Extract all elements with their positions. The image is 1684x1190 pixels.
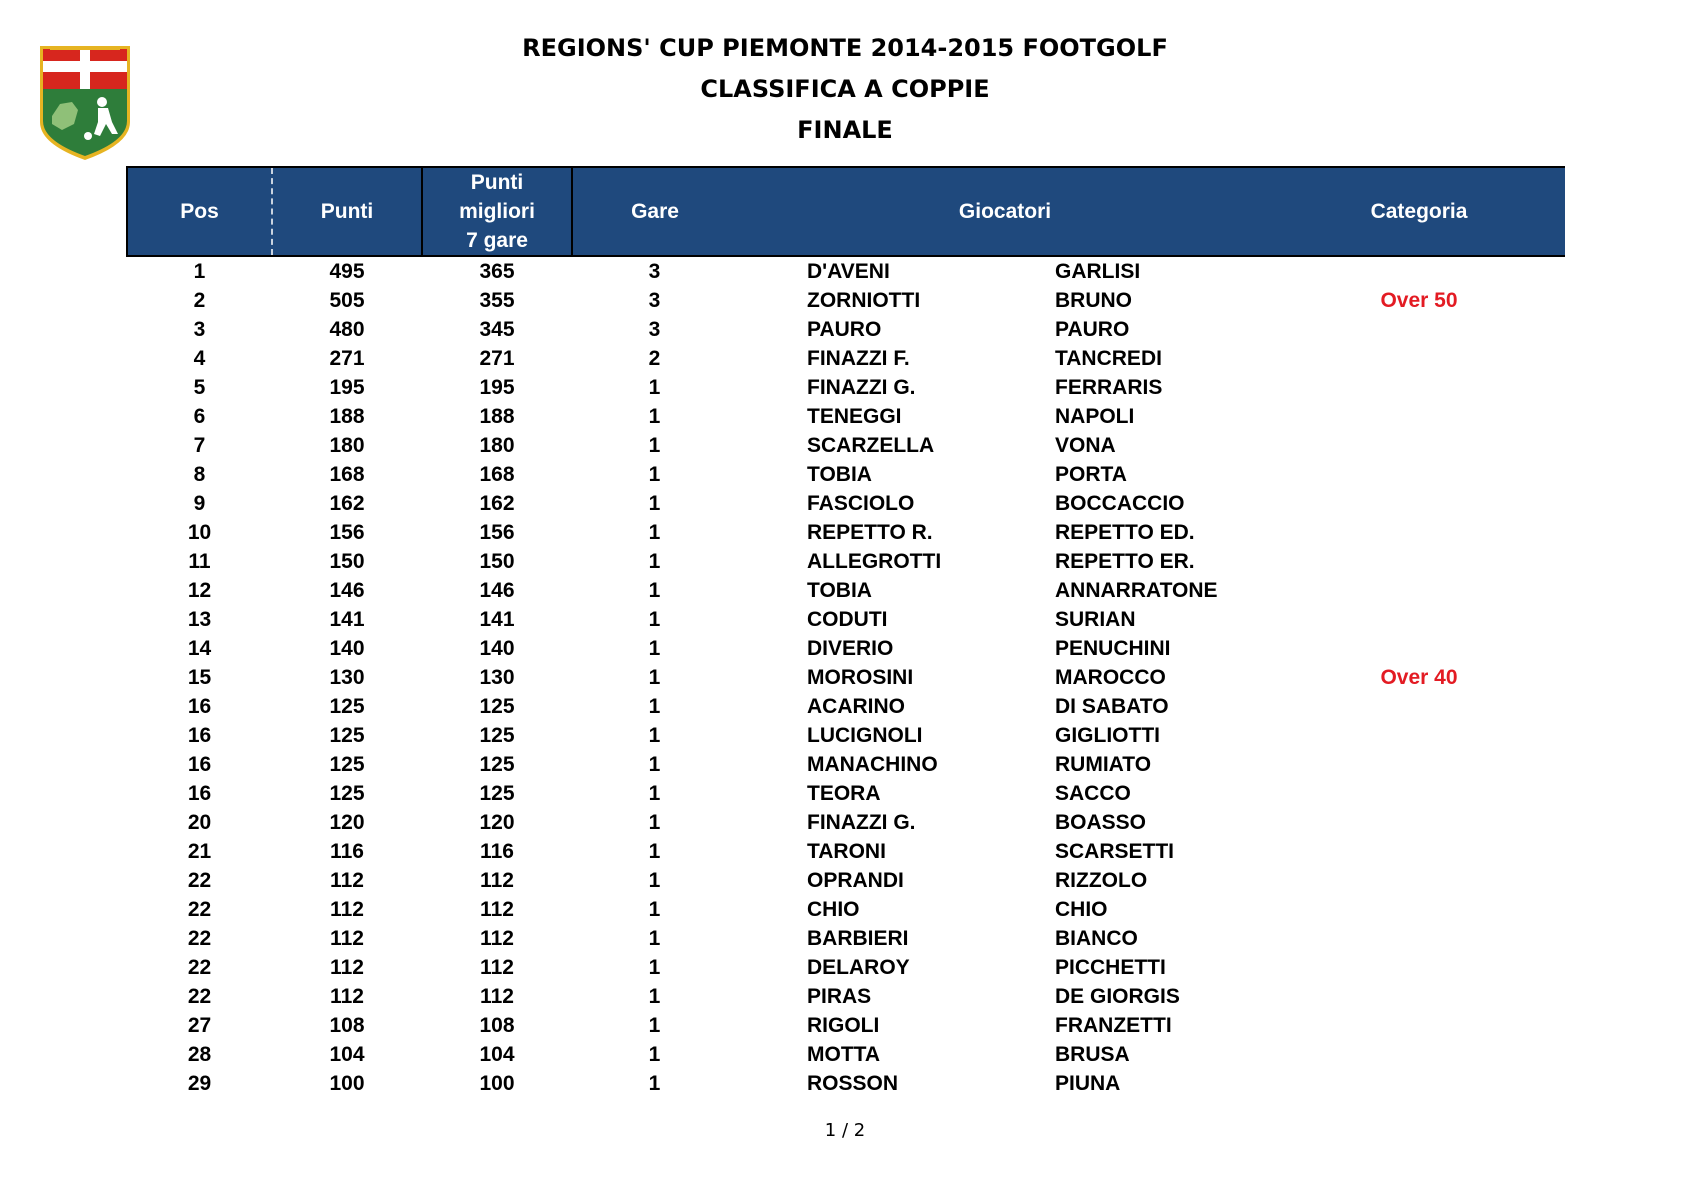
- cell-pos: 21: [187, 840, 212, 863]
- cell-gare: 1: [648, 521, 661, 544]
- cell-player-2: PAURO: [1055, 318, 1130, 341]
- cell-player-1: MOTTA: [807, 1043, 881, 1066]
- cell-gare: 1: [648, 405, 661, 428]
- table-row: [127, 1011, 1565, 1040]
- cell-punti: 505: [329, 289, 365, 312]
- table-row: [127, 373, 1565, 402]
- cell-categoria: [1273, 1011, 1565, 1040]
- cell-categoria: [1273, 1040, 1565, 1069]
- cell-pos: 22: [187, 927, 212, 950]
- cell-punti: 112: [330, 927, 364, 950]
- cell-categoria: [1273, 576, 1565, 605]
- standings-table: [126, 166, 1565, 1098]
- cell-player-1: OPRANDI: [807, 869, 904, 892]
- cell-player-2: RUMIATO: [1055, 753, 1152, 776]
- cell-punti-migliori: 146: [479, 579, 515, 602]
- cell-player-2: REPETTO ER.: [1055, 550, 1195, 573]
- cell-player-2: CHIO: [1055, 898, 1108, 921]
- table-row: [127, 344, 1565, 373]
- cell-punti-migliori: 180: [479, 434, 515, 457]
- cell-punti: 112: [330, 869, 364, 892]
- cell-categoria: [1273, 402, 1565, 431]
- cell-gare: 1: [648, 898, 661, 921]
- table-header-row: [127, 167, 1565, 256]
- cell-punti-migliori: 112: [480, 985, 514, 1008]
- cell-player-1: CHIO: [807, 898, 860, 921]
- table-row: [127, 605, 1565, 634]
- cell-player-1: RIGOLI: [807, 1014, 880, 1037]
- cell-categoria: [1273, 982, 1565, 1011]
- cell-player-1: MANACHINO: [807, 753, 938, 776]
- cell-pos: 15: [187, 666, 212, 689]
- table-row: [127, 286, 1565, 315]
- cell-player-2: RIZZOLO: [1055, 869, 1148, 892]
- cell-categoria: [1273, 750, 1565, 779]
- cell-player-1: REPETTO R.: [807, 521, 933, 544]
- cell-pos: 27: [187, 1014, 212, 1037]
- cell-pos: 14: [187, 637, 212, 660]
- cell-player-1: MOROSINI: [807, 666, 914, 689]
- cell-pos: 16: [187, 695, 212, 718]
- cell-punti-migliori: 271: [479, 347, 515, 370]
- cell-player-2: NAPOLI: [1055, 405, 1135, 428]
- cell-punti: 146: [329, 579, 365, 602]
- cell-pos: 8: [193, 463, 206, 486]
- cell-gare: 1: [648, 811, 661, 834]
- cell-categoria: [1273, 837, 1565, 866]
- col-header-punti: Punti: [272, 167, 422, 256]
- cell-punti-migliori: 188: [479, 405, 515, 428]
- table-row: [127, 721, 1565, 750]
- cell-categoria: [1273, 489, 1565, 518]
- cell-pos: 5: [193, 376, 206, 399]
- cell-pos: 9: [193, 492, 206, 515]
- cell-punti: 271: [329, 347, 365, 370]
- cell-gare: 3: [648, 289, 661, 312]
- cell-player-2: SACCO: [1055, 782, 1131, 805]
- cell-pos: 16: [187, 782, 212, 805]
- cell-categoria: [1273, 808, 1565, 837]
- table-row: [127, 460, 1565, 489]
- col-header-pos: Pos: [127, 167, 272, 256]
- table-row: [127, 1040, 1565, 1069]
- cell-categoria: [1273, 779, 1565, 808]
- cell-player-2: BIANCO: [1055, 927, 1138, 950]
- cell-player-1: ROSSON: [807, 1072, 899, 1095]
- table-row: [127, 924, 1565, 953]
- table-row: [127, 518, 1565, 547]
- cell-player-2: PIUNA: [1055, 1072, 1121, 1095]
- cell-pos: 13: [187, 608, 212, 631]
- cell-player-2: BRUNO: [1055, 289, 1132, 312]
- cell-punti-migliori: 125: [479, 695, 515, 718]
- cell-gare: 3: [648, 260, 661, 283]
- cell-player-1: TEORA: [807, 782, 881, 805]
- cell-player-2: GARLISI: [1055, 260, 1141, 283]
- table-row: [127, 576, 1565, 605]
- cell-player-2: VONA: [1055, 434, 1116, 457]
- cell-gare: 1: [648, 637, 661, 660]
- cell-pos: 16: [187, 724, 212, 747]
- cell-gare: 1: [648, 695, 661, 718]
- cell-gare: 1: [648, 608, 661, 631]
- cell-player-1: TOBIA: [807, 579, 872, 602]
- table-row: [127, 489, 1565, 518]
- cell-player-1: CODUTI: [807, 608, 888, 631]
- cell-categoria: [1273, 256, 1565, 286]
- col-header-gare: Gare: [572, 167, 737, 256]
- cell-gare: 2: [648, 347, 661, 370]
- cell-player-1: TARONI: [807, 840, 886, 863]
- cell-pos: 29: [187, 1072, 212, 1095]
- cell-player-2: TANCREDI: [1055, 347, 1162, 370]
- cell-gare: 1: [648, 579, 661, 602]
- cell-punti: 112: [330, 956, 364, 979]
- table-row: [127, 1069, 1565, 1098]
- cell-punti-migliori: 168: [479, 463, 515, 486]
- cell-categoria: [1273, 1069, 1565, 1098]
- cell-player-1: SCARZELLA: [807, 434, 935, 457]
- cell-punti: 100: [329, 1072, 365, 1095]
- cell-punti: 120: [329, 811, 365, 834]
- cell-categoria: [1273, 518, 1565, 547]
- cell-pos: 22: [187, 869, 212, 892]
- cell-punti-migliori: 195: [479, 376, 515, 399]
- cell-pos: 11: [188, 550, 211, 573]
- cell-punti-migliori: 141: [479, 608, 515, 631]
- cell-gare: 1: [648, 840, 661, 863]
- cell-punti-migliori: 104: [479, 1043, 515, 1066]
- cell-player-1: PAURO: [807, 318, 882, 341]
- cell-gare: 1: [648, 1043, 661, 1066]
- cell-player-2: PENUCHINI: [1055, 637, 1171, 660]
- cell-punti: 141: [329, 608, 365, 631]
- title-line-3: FINALE: [797, 116, 893, 144]
- cell-punti: 104: [329, 1043, 365, 1066]
- cell-gare: 1: [648, 1014, 661, 1037]
- col-header-migliori-line-3: 7 gare: [466, 229, 528, 252]
- cell-categoria: [1273, 344, 1565, 373]
- cell-gare: 1: [648, 666, 661, 689]
- cell-player-2: REPETTO ED.: [1055, 521, 1195, 544]
- cell-punti-migliori: 125: [479, 782, 515, 805]
- cell-punti-migliori: 355: [479, 289, 515, 312]
- cell-categoria: [1273, 315, 1565, 344]
- cell-punti-migliori: 125: [479, 724, 515, 747]
- cell-player-2: SCARSETTI: [1055, 840, 1175, 863]
- cell-player-2: BRUSA: [1055, 1043, 1130, 1066]
- cell-player-2: GIGLIOTTI: [1055, 724, 1160, 747]
- cell-gare: 1: [648, 550, 661, 573]
- cell-punti-migliori: 345: [479, 318, 515, 341]
- cell-player-1: DELAROY: [807, 956, 910, 979]
- cell-player-2: FRANZETTI: [1055, 1014, 1172, 1037]
- cell-categoria: [1273, 547, 1565, 576]
- cell-gare: 1: [648, 434, 661, 457]
- cell-pos: 22: [187, 985, 212, 1008]
- cell-punti-migliori: 112: [480, 956, 514, 979]
- cell-punti-migliori: 112: [480, 898, 514, 921]
- cell-gare: 1: [648, 724, 661, 747]
- col-header-migliori-line-1: Punti: [470, 171, 524, 194]
- cell-categoria: [1273, 373, 1565, 402]
- cell-gare: 1: [648, 1072, 661, 1095]
- cell-punti: 495: [329, 260, 365, 283]
- cell-punti: 162: [329, 492, 365, 515]
- table-body: [127, 256, 1565, 1098]
- cell-player-1: DIVERIO: [807, 637, 894, 660]
- table-row: [127, 634, 1565, 663]
- cell-categoria: Over 40: [1380, 666, 1458, 689]
- cell-punti-migliori: 112: [480, 927, 514, 950]
- cell-player-2: DI SABATO: [1055, 695, 1169, 718]
- cell-punti: 125: [329, 695, 365, 718]
- table-row: [127, 808, 1565, 837]
- cell-punti-migliori: 125: [479, 753, 515, 776]
- cell-player-1: ACARINO: [807, 695, 905, 718]
- cell-punti: 116: [330, 840, 364, 863]
- cell-gare: 1: [648, 492, 661, 515]
- cell-punti-migliori: 108: [479, 1014, 515, 1037]
- table-row: [127, 547, 1565, 576]
- cell-player-2: DE GIORGIS: [1055, 985, 1180, 1008]
- title-line-1: REGIONS' CUP PIEMONTE 2014-2015 FOOTGOLF: [522, 34, 1168, 62]
- cell-punti: 125: [329, 753, 365, 776]
- cell-player-1: TOBIA: [807, 463, 872, 486]
- cell-player-1: D'AVENI: [807, 260, 890, 283]
- cell-pos: 12: [187, 579, 212, 602]
- cell-gare: 1: [648, 782, 661, 805]
- cell-categoria: Over 50: [1380, 289, 1458, 312]
- cell-pos: 6: [193, 405, 206, 428]
- cell-gare: 1: [648, 463, 661, 486]
- cell-gare: 1: [648, 956, 661, 979]
- table-row: [127, 402, 1565, 431]
- cell-categoria: [1273, 721, 1565, 750]
- cell-punti: 125: [329, 782, 365, 805]
- cell-player-1: FASCIOLO: [807, 492, 915, 515]
- cell-gare: 1: [648, 753, 661, 776]
- table-row: [127, 256, 1565, 286]
- cell-punti-migliori: 162: [479, 492, 515, 515]
- title-line-2: CLASSIFICA A COPPIE: [700, 75, 990, 103]
- cell-categoria: [1273, 431, 1565, 460]
- table-row: [127, 895, 1565, 924]
- cell-punti-migliori: 100: [479, 1072, 515, 1095]
- report-title: [0, 28, 1684, 151]
- cell-punti-migliori: 116: [480, 840, 514, 863]
- table-row: [127, 315, 1565, 344]
- cell-player-1: PIRAS: [807, 985, 872, 1008]
- cell-punti-migliori: 156: [479, 521, 515, 544]
- table-row: [127, 866, 1565, 895]
- col-header-migliori-line-2: migliori: [459, 200, 535, 223]
- cell-punti: 180: [329, 434, 365, 457]
- cell-pos: 3: [193, 318, 206, 341]
- cell-gare: 1: [648, 985, 661, 1008]
- cell-pos: 4: [193, 347, 206, 370]
- cell-player-2: FERRARIS: [1055, 376, 1163, 399]
- col-header-giocatori: Giocatori: [737, 167, 1273, 256]
- cell-gare: 1: [648, 376, 661, 399]
- cell-player-2: PICCHETTI: [1055, 956, 1166, 979]
- cell-categoria: [1273, 634, 1565, 663]
- table-row: [127, 750, 1565, 779]
- cell-punti-migliori: 365: [479, 260, 515, 283]
- col-header-punti-migliori: [422, 167, 572, 256]
- cell-gare: 1: [648, 927, 661, 950]
- cell-punti: 125: [329, 724, 365, 747]
- cell-categoria: [1273, 460, 1565, 489]
- cell-player-2: ANNARRATONE: [1055, 579, 1218, 602]
- cell-punti: 112: [330, 985, 364, 1008]
- cell-player-1: LUCIGNOLI: [807, 724, 923, 747]
- col-header-categoria: Categoria: [1273, 167, 1565, 256]
- cell-punti: 480: [329, 318, 365, 341]
- cell-punti: 112: [330, 898, 364, 921]
- cell-punti-migliori: 130: [479, 666, 515, 689]
- cell-pos: 1: [193, 260, 206, 283]
- cell-pos: 10: [187, 521, 212, 544]
- cell-categoria: [1273, 953, 1565, 982]
- table-row: [127, 982, 1565, 1011]
- cell-player-2: BOASSO: [1055, 811, 1147, 834]
- cell-pos: 22: [187, 956, 212, 979]
- cell-punti: 188: [329, 405, 365, 428]
- cell-gare: 3: [648, 318, 661, 341]
- cell-punti: 195: [329, 376, 365, 399]
- cell-player-1: FINAZZI F.: [807, 347, 910, 370]
- cell-punti: 156: [329, 521, 365, 544]
- cell-player-1: FINAZZI G.: [807, 811, 916, 834]
- table-row: [127, 663, 1565, 692]
- cell-player-1: BARBIERI: [807, 927, 909, 950]
- cell-player-1: TENEGGI: [807, 405, 902, 428]
- table-row: [127, 692, 1565, 721]
- table-row: [127, 779, 1565, 808]
- table-row: [127, 953, 1565, 982]
- cell-player-2: MAROCCO: [1055, 666, 1166, 689]
- table-row: [127, 837, 1565, 866]
- cell-punti: 130: [329, 666, 365, 689]
- cell-punti-migliori: 112: [480, 869, 514, 892]
- cell-punti: 150: [329, 550, 365, 573]
- cell-categoria: [1273, 866, 1565, 895]
- cell-pos: 28: [187, 1043, 212, 1066]
- cell-pos: 7: [193, 434, 206, 457]
- cell-categoria: [1273, 692, 1565, 721]
- cell-punti-migliori: 140: [479, 637, 515, 660]
- cell-punti: 108: [329, 1014, 365, 1037]
- cell-player-2: SURIAN: [1055, 608, 1136, 631]
- cell-categoria: [1273, 605, 1565, 634]
- cell-pos: 16: [187, 753, 212, 776]
- cell-punti: 140: [329, 637, 365, 660]
- cell-categoria: [1273, 895, 1565, 924]
- cell-categoria: [1273, 924, 1565, 953]
- table-row: [127, 431, 1565, 460]
- page-number: 1 / 2: [824, 1120, 866, 1141]
- cell-player-2: BOCCACCIO: [1055, 492, 1185, 515]
- cell-player-1: ALLEGROTTI: [807, 550, 942, 573]
- cell-punti-migliori: 120: [479, 811, 515, 834]
- cell-punti-migliori: 150: [479, 550, 515, 573]
- cell-pos: 22: [187, 898, 212, 921]
- cell-player-2: PORTA: [1055, 463, 1127, 486]
- cell-gare: 1: [648, 869, 661, 892]
- cell-punti: 168: [329, 463, 365, 486]
- cell-player-1: FINAZZI G.: [807, 376, 916, 399]
- cell-pos: 2: [193, 289, 206, 312]
- cell-pos: 20: [187, 811, 212, 834]
- cell-player-1: ZORNIOTTI: [807, 289, 921, 312]
